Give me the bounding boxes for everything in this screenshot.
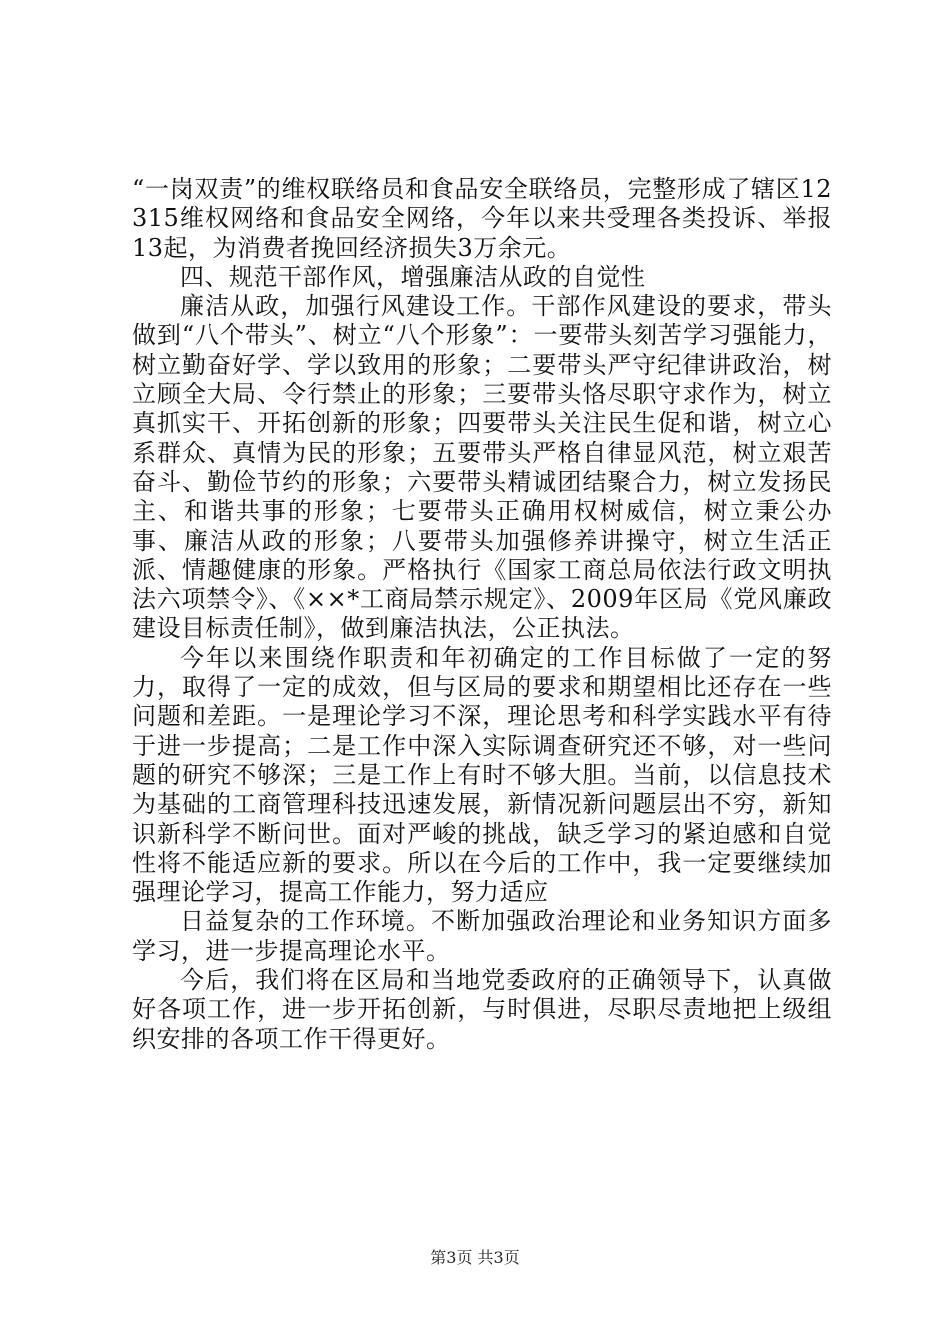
section-heading-4: 四、规范干部作风，增强廉洁从政的自觉性: [180, 262, 646, 291]
page-footer: 第3页 共3页: [430, 1248, 520, 1267]
document-body: [132, 175, 832, 1054]
paragraph-closing: 今后，我们将在区局和当地党委政府的正确领导下，认真做好各项工作，进一步开拓创新，与时俱进，尽职尽责地把上级组织安排的各项工作干得更好。: [132, 966, 832, 1053]
paragraph-shortcomings: 今年以来围绕作职责和年初确定的工作目标做了一定的努力，取得了一定的成效，但与区局的要求和期望相比还存在一些问题和差距。一是理论学习不深，理论思考和科学实践水平有待于进一步提高；二是工作中深入实际调查研究还不够，对一些问题的研究不够深；三是工作上有时不够大胆。当前，以信息技术为基础的工商管理科技迅速发展，新情况新问题层出不穷，新知识新科学不断问世。面对严峻的挑战，缺乏学习的紧迫感和自觉性将不能适应新的要求。所以在今后的工作中，我一定要继续加强理论学习，提高工作能力，努力适应: [132, 643, 832, 907]
paragraph-continuation: 日益复杂的工作环境。不断加强政治理论和业务知识方面多学习，进一步提高理论水平。: [132, 907, 832, 965]
paragraph-1: “一岗双责”的维权联络员和食品安全联络员，完整形成了辖区12315维权网络和食品安全网络，今年以来共受理各类投诉、举报13起，为消费者挽回经济损失3万余元。: [132, 175, 832, 262]
paragraph-conduct: 廉洁从政，加强行风建设工作。干部作风建设的要求，带头做到“八个带头”、树立“八个形象”：一要带头刻苦学习强能力，树立勤奋好学、学以致用的形象；二要带头严守纪律讲政治，树立顾全大局、令行禁止的形象；三要带头恪尽职守求作为，树立真抓实干、开拓创新的形象；四要带头关注民生促和谐，树立心系群众、真情为民的形象；五要带头严格自律显风范，树立艰苦奋斗、勤俭节约的形象；六要带头精诚团结聚合力，树立发扬民主、和谐共事的形象；七要带头正确用权树威信，树立秉公办事、廉洁从政的形象；八要带头加强修养讲操守，树立生活正派、情趣健康的形象。严格执行《国家工商总局依法行政文明执法六项禁令》、《××*工商局禁示规定》、2009年区局《党风廉政建设目标责任制》，做到廉洁执法，公正执法。: [132, 292, 832, 643]
